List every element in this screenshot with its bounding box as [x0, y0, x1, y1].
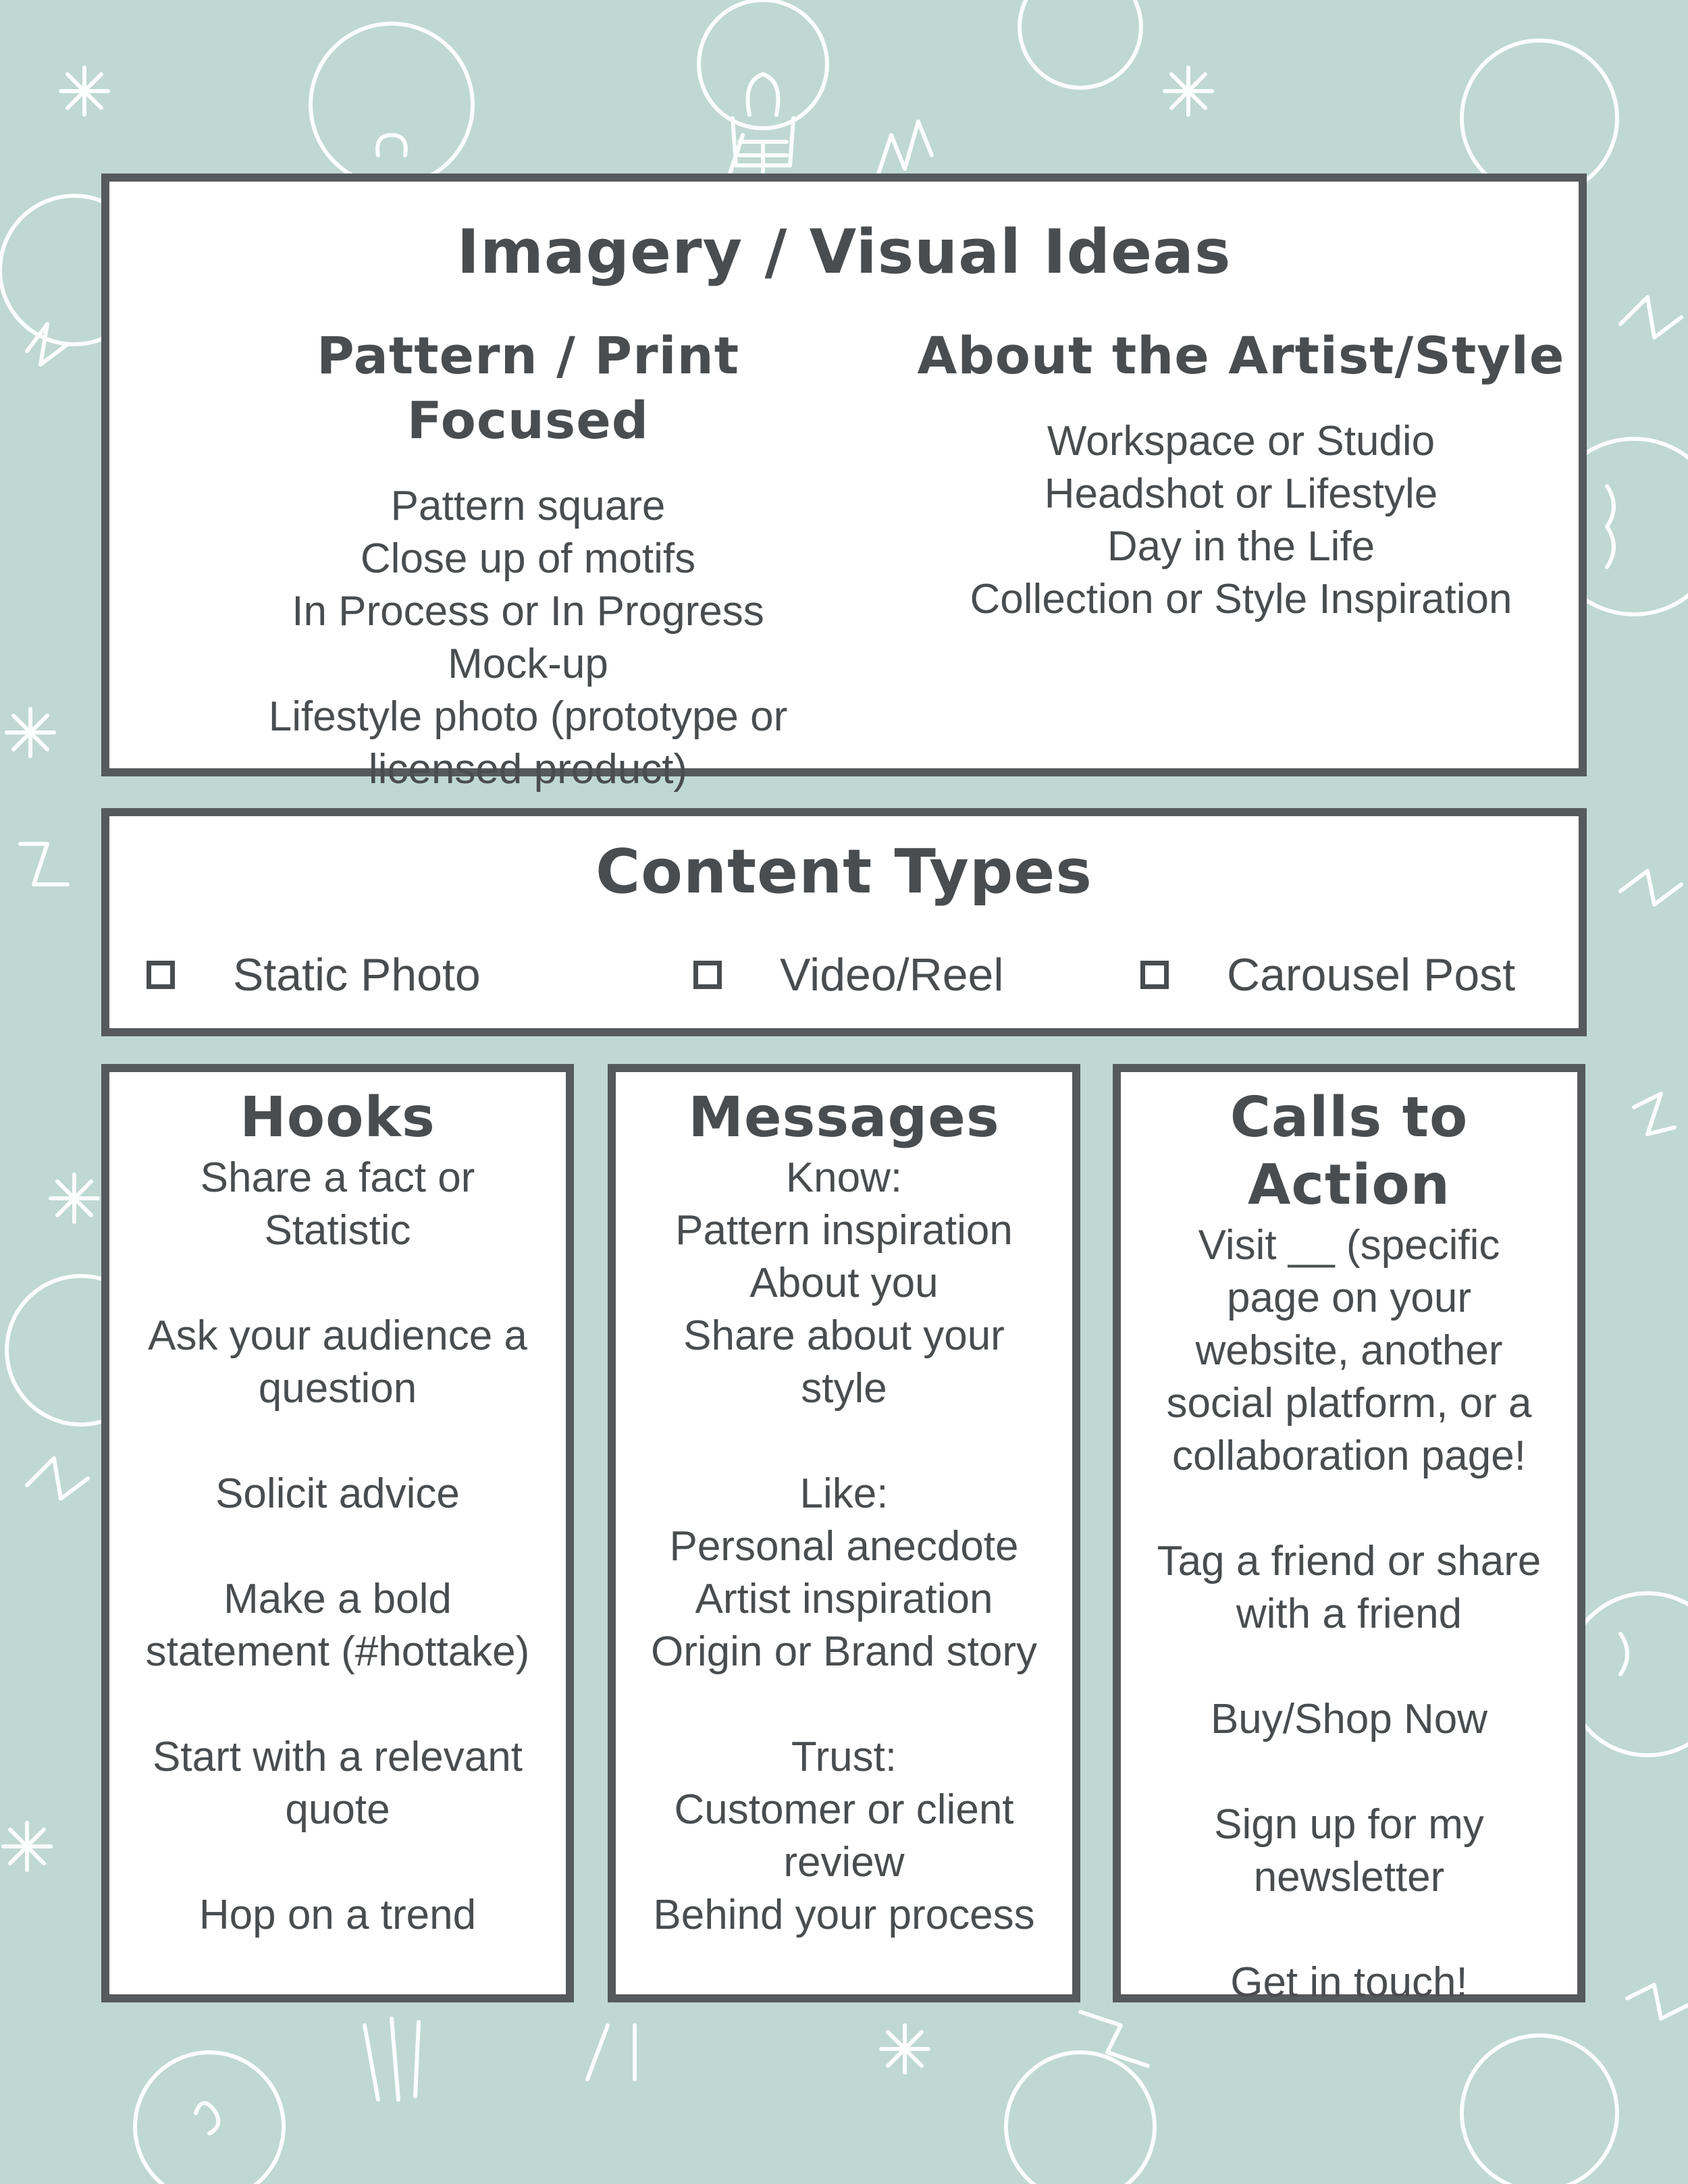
messages-list — [616, 1152, 1072, 1942]
spark-icon — [51, 1175, 98, 1222]
lightbulb-icon — [1006, 2052, 1155, 2184]
list-item: quote — [285, 1786, 390, 1833]
checkbox[interactable] — [147, 961, 175, 989]
spacer — [1121, 1483, 1577, 1535]
list-item: licensed product) — [368, 746, 688, 793]
list-item: Collection or Style Inspiration — [970, 576, 1512, 622]
list-item: review — [783, 1839, 905, 1886]
hooks-heading: Hooks — [240, 1086, 436, 1150]
static-photo-option[interactable] — [147, 944, 481, 1005]
list-item: Sign up for my — [1214, 1801, 1484, 1848]
list-item: About you — [749, 1260, 939, 1306]
ctas-heading: Calls to Action — [1230, 1086, 1469, 1217]
list-item: with a friend — [1236, 1591, 1462, 1637]
checkbox-label: Carousel Post — [1227, 949, 1516, 1001]
list-item: website, another — [1195, 1327, 1503, 1374]
list-item: Behind your process — [653, 1892, 1035, 1938]
spacer — [109, 1520, 566, 1573]
hooks-panel — [101, 1064, 574, 2002]
list-item: Origin or Brand story — [651, 1628, 1037, 1675]
spacer — [1121, 1641, 1577, 1693]
content-types-title: Content Types — [596, 836, 1092, 907]
list-item: Pattern inspiration — [675, 1207, 1013, 1254]
list-item: Tag a friend or share — [1157, 1538, 1541, 1584]
spacer — [109, 1257, 566, 1310]
spark-icon — [3, 1823, 51, 1870]
calls-to-action-panel — [1113, 1064, 1585, 2006]
list-item: Share about your — [683, 1312, 1005, 1359]
lightbulb-icon — [135, 2052, 284, 2184]
list-item: Ask your audience a — [148, 1312, 527, 1359]
imagery-title: Imagery / Visual Ideas — [456, 217, 1232, 288]
list-item: Know: — [785, 1154, 903, 1201]
lightbulb-icon — [1013, 0, 1141, 88]
spark-icon — [881, 2025, 928, 2073]
list-item: style — [801, 1365, 887, 1412]
list-item: Buy/Shop Now — [1210, 1696, 1488, 1742]
spacer — [616, 1415, 1072, 1468]
list-item: Share a fact or — [200, 1154, 475, 1201]
list-item: Pattern square — [390, 483, 666, 529]
lightbulb-icon — [1462, 2035, 1617, 2184]
spacer — [109, 1678, 566, 1731]
checkbox-label: Video/Reel — [780, 949, 1004, 1001]
hooks-list — [109, 1152, 566, 1942]
list-item: statement (#hottake) — [145, 1628, 530, 1675]
pattern-column — [190, 323, 866, 796]
list-item: Artist inspiration — [695, 1576, 993, 1622]
list-item: Start with a relevant — [153, 1734, 523, 1780]
carousel-post-option[interactable] — [1140, 944, 1515, 1005]
content-types-panel — [101, 808, 1587, 1036]
pattern-heading: Pattern / Print Focused — [316, 325, 740, 450]
pattern-list — [190, 480, 866, 796]
list-item: Workspace or Studio — [1047, 418, 1435, 464]
list-item: newsletter — [1253, 1854, 1445, 1900]
checkbox[interactable] — [693, 961, 722, 989]
list-item: Mock-up — [448, 641, 608, 687]
messages-heading: Messages — [688, 1086, 1000, 1150]
list-item: In Process or In Progress — [292, 588, 764, 635]
artist-column — [903, 323, 1579, 626]
ctas-list — [1121, 1219, 1577, 2009]
list-item: Lifestyle photo (prototype or — [268, 693, 788, 740]
list-item: Visit __ (specific — [1198, 1222, 1500, 1269]
list-item: Like: — [799, 1470, 889, 1517]
spark-icon — [61, 68, 108, 115]
spark-icon — [1165, 68, 1212, 115]
imagery-panel — [101, 174, 1587, 793]
list-item: social platform, or a — [1166, 1380, 1532, 1427]
list-item: Personal anecdote — [669, 1523, 1019, 1570]
checkbox[interactable] — [1140, 961, 1169, 989]
checkbox-label: Static Photo — [233, 949, 481, 1001]
list-item: collaboration page! — [1172, 1433, 1526, 1479]
spacer — [109, 1415, 566, 1468]
spacer — [616, 1678, 1072, 1731]
spacer — [109, 1836, 566, 1889]
artist-list — [903, 415, 1579, 626]
list-item: Customer or client — [674, 1786, 1014, 1833]
list-item: Solicit advice — [215, 1470, 460, 1517]
list-item: Statistic — [264, 1207, 411, 1254]
spacer — [1121, 1904, 1577, 1956]
spacer — [1121, 1746, 1577, 1799]
list-item: page on your — [1227, 1275, 1471, 1321]
list-item: Close up of motifs — [360, 535, 696, 582]
list-item: question — [258, 1365, 417, 1412]
artist-heading: About the Artist/Style — [917, 325, 1565, 385]
video-reel-option[interactable] — [693, 944, 1003, 1005]
list-item: Make a bold — [223, 1576, 452, 1622]
list-item: Hop on a trend — [199, 1892, 477, 1938]
list-item: Trust: — [791, 1734, 897, 1780]
spark-icon — [7, 709, 54, 756]
list-item: Get in touch! — [1230, 1959, 1468, 2006]
list-item: Day in the Life — [1107, 523, 1375, 570]
messages-panel — [608, 1064, 1080, 2002]
list-item: Headshot or Lifestyle — [1044, 471, 1438, 517]
